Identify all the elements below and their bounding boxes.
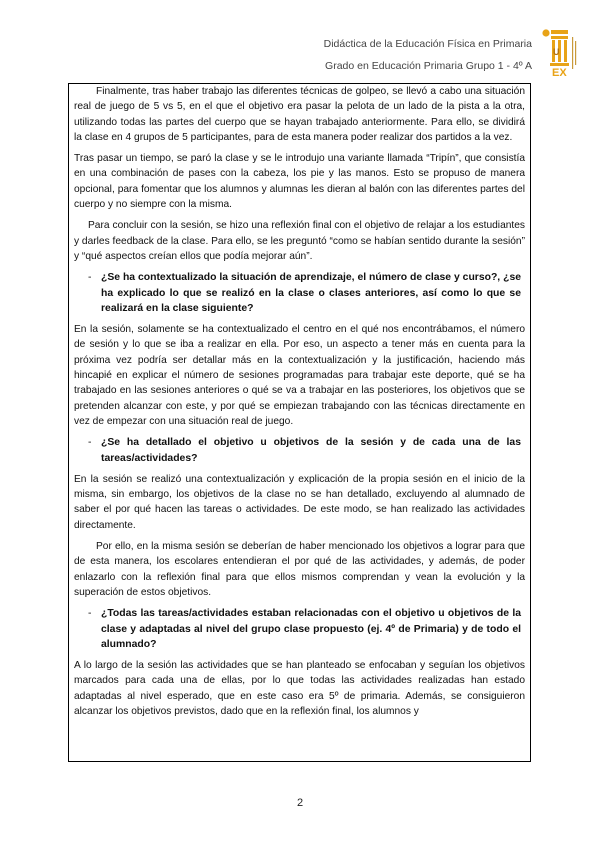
page-number: 2 [296, 797, 304, 809]
paragraph: En la sesión se realizó una contextualización y explicación de la propia sesión en el inicio de la misma, sin embargo, los objetivos de la clase no se han detallado, excluyendo al alumnado de saber el por qué hacen las tareas o actividades. De este modo, se han realizado las actividades directamente. [74, 473, 525, 531]
question-item [74, 606, 525, 652]
paragraph: Para concluir con la sesión, se hizo una reflexión final con el objetivo de relajar a los estudiantes y darles feedback de la clase. Para ello, se les preguntó “como se habían sentido durante la sesión” y “qué aspectos creían ellos que podía mejorar aún”. [74, 220, 525, 262]
paragraph: En la sesión, solamente se ha contextualizado el centro en el qué nos encontrábamos, el número de sesión y lo que se iba a realizar en ella. Por eso, un aspecto a tener más en cuenta para la próxima vez podría ser detallar más en la contextualización y la justificación, haciendo más hincapié en explicar el número de sesiones programadas para trabajar este deporte, qué se ha trabajado en las sesiones anteriores o qué se va a trabajar en las posteriores, los objetivos que se pretenden alcanzar con este, y por qué se empiezan trabajando con las técnicas directamente en vez de empezar con una situación real de juego. [74, 324, 525, 427]
bullet-dash: - [88, 272, 92, 284]
paragraph: A lo largo de la sesión las actividades que se han planteado se enfocaban y seguían los objetivos marcados para cada una de ellas, por lo que todas las actividades realizadas han estado adaptadas al nivel esperado, que en este caso era 5º de primaria. Además, se consiguieron alcanzar los objetivos previstos, dado que en la reflexión final, los alumnos y [74, 660, 525, 717]
paragraph: Tras pasar un tiempo, se paró la clase y se le introdujo una variante llamada “Tripín”, que consistía en una combinación de pases con la cabeza, los pie y las manos. Esto se propuso de manera opcional, para fomentar que los alumnos y alumnas les dieran al balón con las diferentes partes del cuerpo y no siempre con la misma. [74, 153, 525, 211]
group-label: Grado en Educación Primaria Grupo 1 - 4º A [325, 60, 532, 72]
svg-text:EX: EX [552, 67, 567, 79]
question-text: ¿Se ha detallado el objetivo u objetivos de la sesión y de cada una de las tareas/actividades? [101, 437, 521, 464]
question-text: ¿Se ha contextualizado la situación de aprendizaje, el número de clase y curso?, ¿se ha explicado lo que se realizó en la clase o clases anteriores, así como lo que se realizará en la clase siguiente? [101, 272, 521, 314]
university-logo [541, 27, 581, 79]
page-header [324, 33, 532, 77]
logo-text: U [553, 47, 560, 57]
course-title: Didáctica de la Educación Física en Primaria [323, 38, 532, 50]
question-item [74, 270, 525, 316]
paragraph: Por ello, en la misma sesión se deberían de haber mencionado los objetivos a lograr para que de esta manera, los escolares entendieran el por qué de las actividades, y además, de poder enlazarlo con la reflexión final para que ellos mismos comprendan y vean la evolución y la superación de estos objetivos. [74, 541, 525, 598]
paragraph: Finalmente, tras haber trabajo las diferentes técnicas de golpeo, se llevó a cabo una situación real de juego de 5 vs 5, en el que el objetivo era pasar la pelota de un lado de la pista a la otra, utilizando todas las partes del cuerpo que se hayan trabajado anteriormente. Para ello, se dividirá la clase en 4 grupos de 5 participantes, para de esta manera poder realizar dos partidos a la vez. [74, 86, 525, 143]
bullet-dash: - [88, 437, 92, 449]
reflection-box [68, 83, 531, 762]
bullet-dash: - [88, 608, 92, 620]
question-text: ¿Todas las tareas/actividades estaban relacionadas con el objetivo u objetivos de la clase y adaptadas al nivel del grupo clase propuesto (ej. 4º de Primaria) y de todo el alumnado? [101, 608, 521, 650]
question-item [74, 435, 525, 466]
